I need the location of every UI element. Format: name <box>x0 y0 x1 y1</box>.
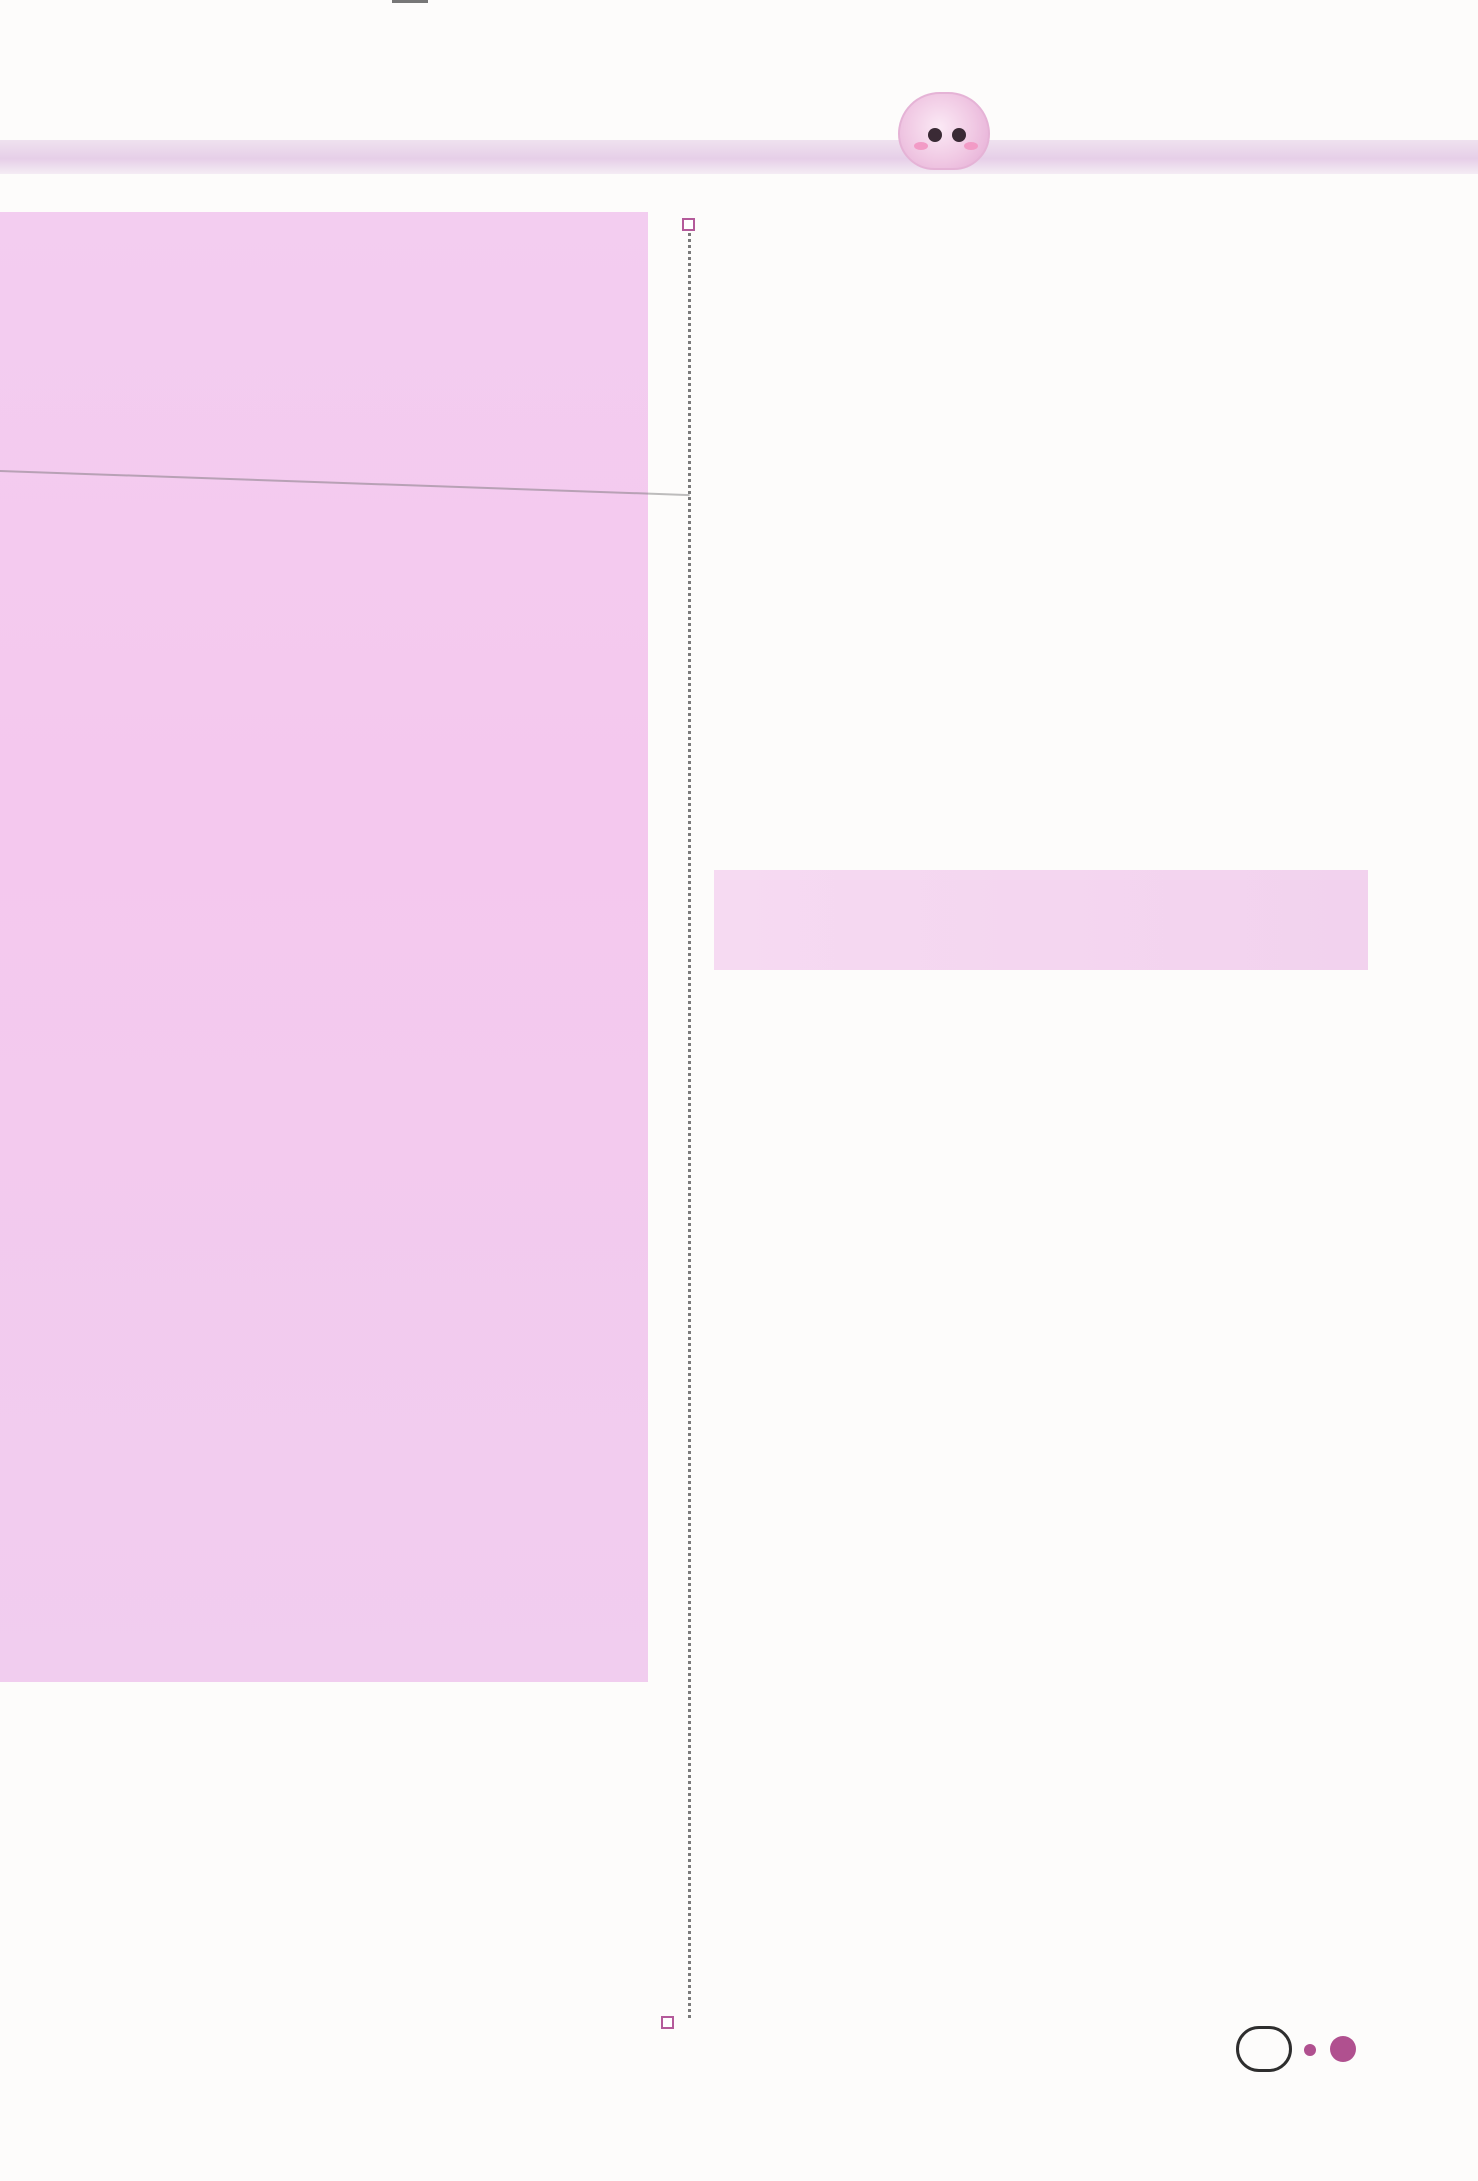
footer-dot-icon <box>1330 2036 1356 2062</box>
divider-bottom-marker <box>661 2016 674 2029</box>
writing-task-section <box>4 1694 644 2054</box>
top-edge-mark <box>392 0 428 3</box>
essay-line <box>4 1994 644 2054</box>
column-divider <box>688 228 691 2018</box>
divider-top-marker <box>682 218 695 231</box>
footer-dot-icon <box>1304 2044 1316 2056</box>
task-label <box>4 1754 644 1814</box>
diary-date <box>4 1874 644 1934</box>
essay-analysis-box <box>714 870 1368 970</box>
header-band <box>0 140 1478 174</box>
essay-line <box>4 1934 644 1994</box>
page-number <box>1236 2026 1292 2072</box>
example-label <box>4 1814 644 1874</box>
mascot-logo-icon <box>898 92 990 170</box>
scene-heading <box>4 1694 644 1754</box>
header-title <box>1004 112 1044 152</box>
left-analysis-panel <box>0 212 648 1682</box>
